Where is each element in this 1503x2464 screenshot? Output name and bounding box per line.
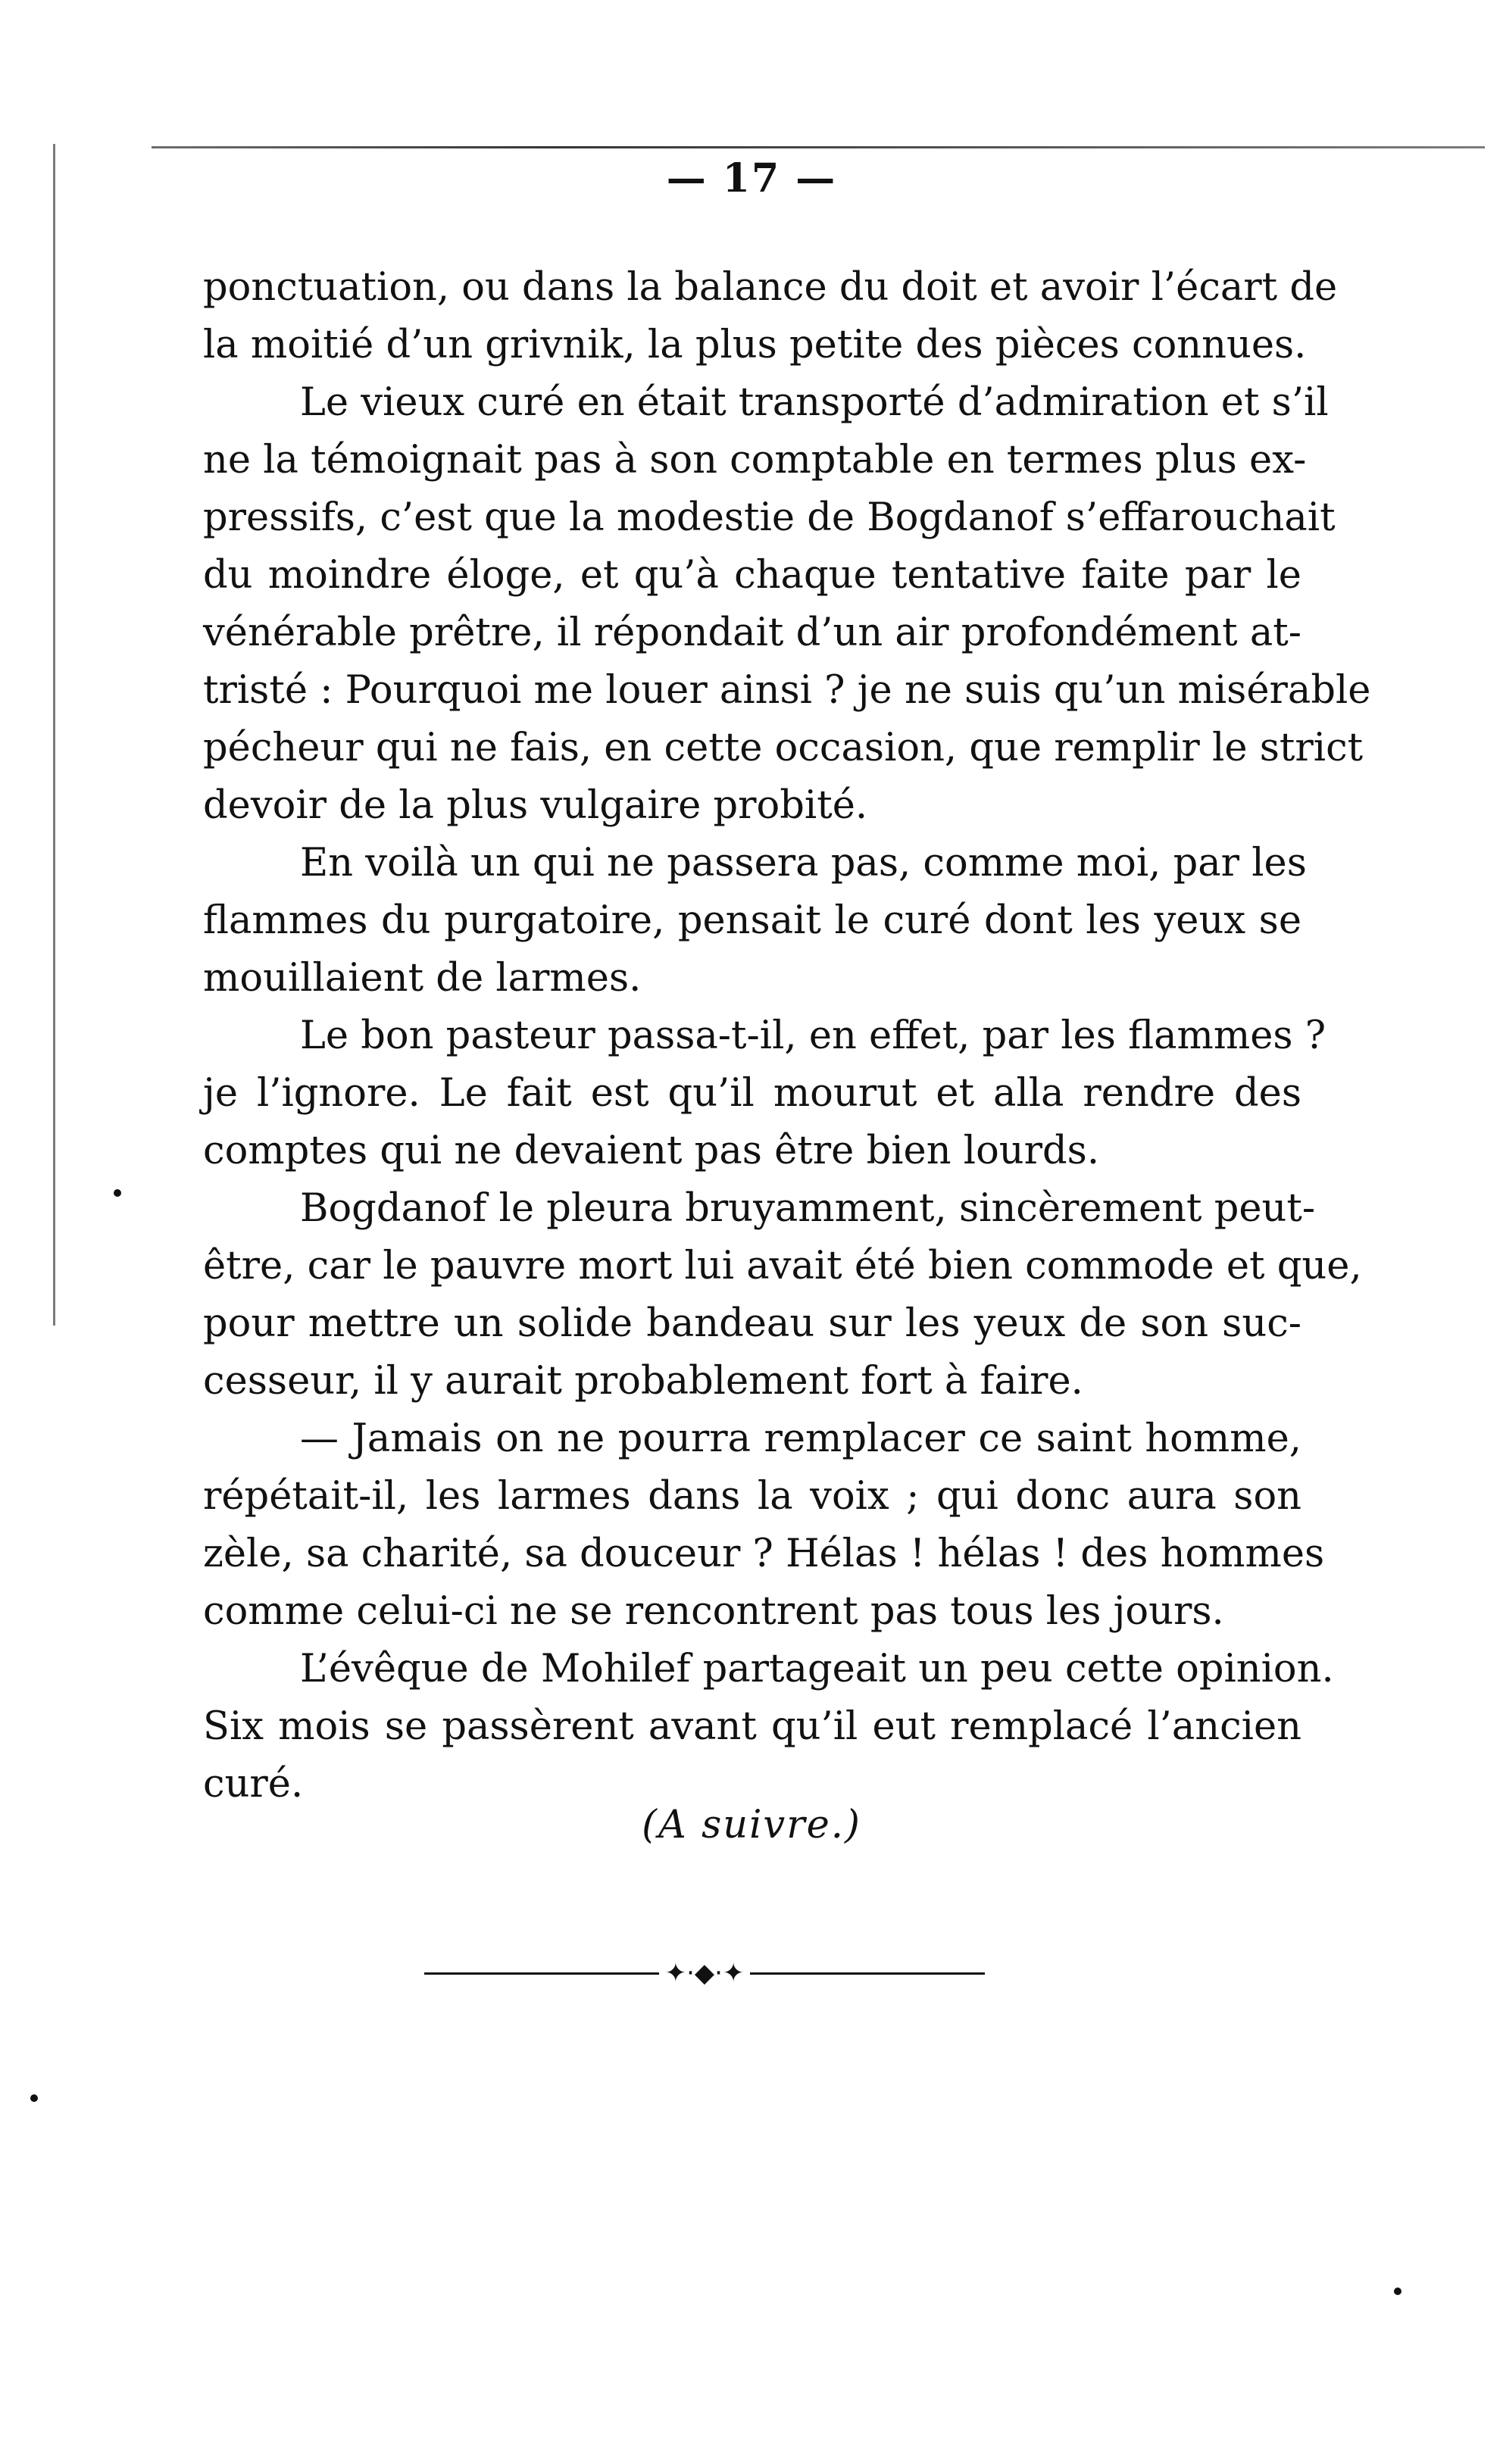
text-line: — Jamais on ne pourra remplacer ce saint homme, — [300, 1416, 1301, 1461]
text-line: comme celui-ci ne se rencontrent pas tous les jours. — [203, 1589, 1224, 1634]
text-line: la moitié d’un grivnik, la plus petite des pièces connues. — [203, 323, 1307, 367]
text-line: zèle, sa charité, sa douceur ? Hélas ! hélas ! des hommes — [203, 1532, 1325, 1576]
text-line: devoir de la plus vulgaire probité. — [203, 783, 868, 828]
text-line: mouillaient de larmes. — [203, 956, 642, 1001]
header-rule — [152, 146, 1485, 148]
scan-speck — [1394, 2288, 1401, 2295]
to-be-continued: (A suivre.) — [642, 1803, 861, 1847]
text-line: répétait-il, les larmes dans la voix ; qui donc aura son — [203, 1474, 1301, 1519]
text-line: cesseur, il y aurait probablement fort à faire. — [203, 1359, 1083, 1404]
ornament-center: ✦·◆·✦ — [664, 1958, 745, 1988]
text-line: Six mois se passèrent avant qu’il eut remplacé l’ancien — [203, 1704, 1301, 1749]
text-line: du moindre éloge, et qu’à chaque tentative faite par le — [203, 553, 1301, 598]
text-line: je l’ignore. Le fait est qu’il mourut et alla rendre des — [203, 1071, 1301, 1116]
text-line: flammes du purgatoire, pensait le curé dont les yeux se — [203, 898, 1301, 943]
scan-binding-edge — [53, 144, 61, 1326]
ornament-rule-left — [424, 1972, 659, 1975]
text-line: pécheur qui ne fais, en cette occasion, que remplir le strict — [203, 726, 1364, 770]
text-line: En voilà un qui ne passera pas, comme moi, par les — [300, 841, 1307, 885]
text-line: tristé : Pourquoi me louer ainsi ? je ne suis qu’un misérable — [203, 668, 1371, 713]
text-line: comptes qui ne devaient pas être bien lourds. — [203, 1129, 1100, 1173]
text-line: vénérable prêtre, il répondait d’un air profondément at- — [203, 611, 1301, 655]
text-line: ponctuation, ou dans la balance du doit et avoir l’écart de — [203, 265, 1338, 310]
text-line: pressifs, c’est que la modestie de Bogdanof s’effarouchait — [203, 495, 1336, 540]
text-line: Le vieux curé en était transporté d’admiration et s’il — [300, 380, 1329, 425]
text-line: Bogdanof le pleura bruyamment, sincèrement peut- — [300, 1186, 1316, 1231]
text-line: ne la témoignait pas à son comptable en termes plus ex- — [203, 438, 1307, 482]
scan-speck — [114, 1189, 121, 1197]
scan-speck — [30, 2094, 38, 2102]
end-ornament — [424, 1958, 985, 1988]
body-text — [203, 259, 1371, 1813]
text-line: curé. — [203, 1762, 304, 1807]
ornament-rule-right — [750, 1972, 985, 1975]
text-line: Le bon pasteur passa-t-il, en effet, par les flammes ? — [300, 1013, 1326, 1058]
text-line: L’évêque de Mohilef partageait un peu cette opinion. — [300, 1647, 1334, 1691]
text-line: pour mettre un solide bandeau sur les yeux de son suc- — [203, 1301, 1301, 1346]
page-number: — 17 — — [666, 155, 837, 201]
text-line: être, car le pauvre mort lui avait été bien commode et que, — [203, 1244, 1362, 1288]
